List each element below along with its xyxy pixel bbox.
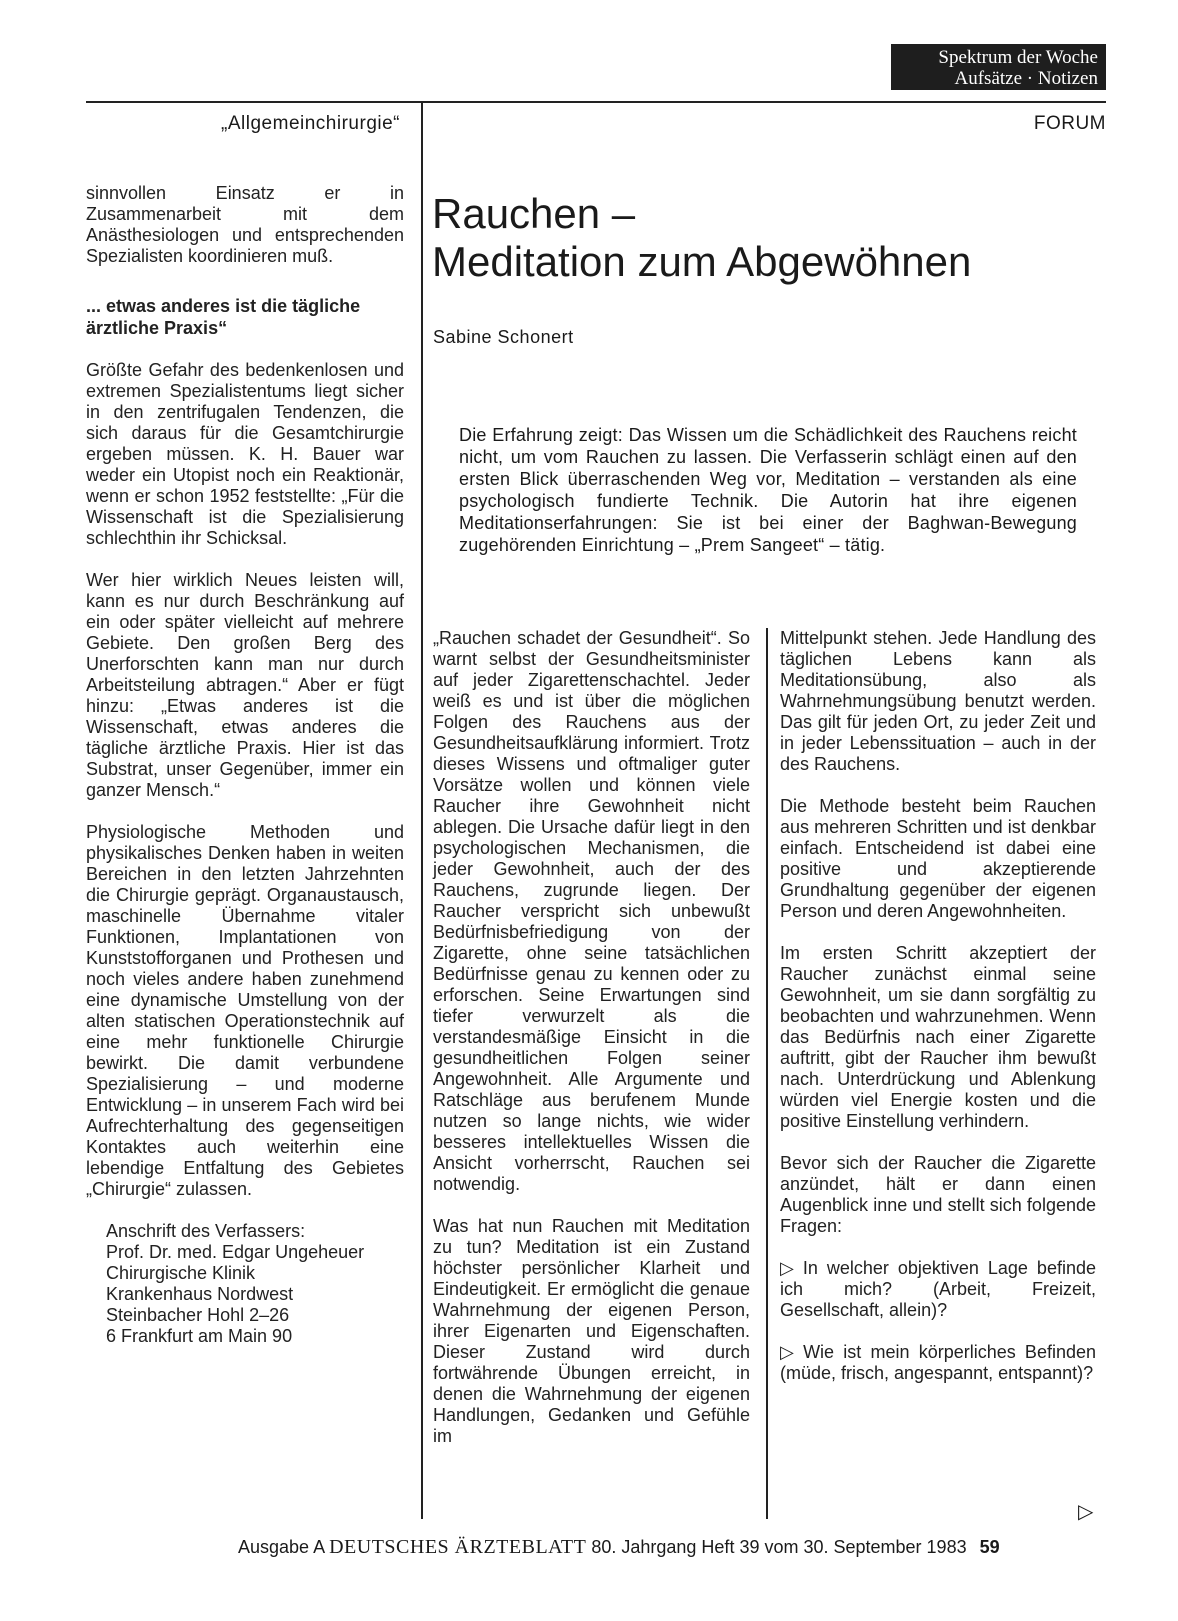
footer-magazine: DEUTSCHES ÄRZTEBLATT	[329, 1536, 587, 1558]
article-paragraph: Bevor sich der Raucher die Zigarette anzündet, hält er dann einen Augenblick inne und stellt sich folgende Fragen:	[780, 1153, 1096, 1236]
question-text: Wie ist mein körperliches Befinden (müde, frisch, angespannt, entspannt)?	[780, 1342, 1096, 1383]
question-item	[780, 1342, 1096, 1384]
left-paragraph-3: Wer hier wirklich Neues leisten will, kann es nur durch Beschränkung auf ein oder später vielleicht auf mehrere Gebiete. Den großen Berg des Unerforschten kann man nur durch Arbeitsteilung abtragen.“ Aber er fügt hinzu: „Etwas anderes ist die Wissenschaft, etwas anderes die tägliche ärztliche Praxis. Hier ist das Substrat, unser Gegenüber, immer ein ganzer Mensch.“	[86, 570, 404, 800]
article-author: Sabine Schonert	[433, 327, 574, 347]
article-column-2	[433, 628, 750, 1447]
footer-issue: 80. Jahrgang Heft 39 vom 30. September 1983	[591, 1537, 967, 1557]
top-rule	[86, 101, 1106, 103]
author-address	[86, 1221, 404, 1347]
continue-arrow-icon: ▷	[1078, 1501, 1094, 1523]
page-number: 59	[979, 1537, 1000, 1557]
article-paragraph: Im ersten Schritt akzeptiert der Raucher zunächst einmal seine Gewohnheit, um sie dann sorgfältig zu beobachten und wahrzunehmen. Wenn das Bedürfnis nach einer Zigarette auftritt, gibt der Raucher ihm bewußt nach. Unterdrückung und Ablenkung würden viel Energie kosten und die positive Einstellung verhindern.	[780, 943, 1096, 1131]
triangle-bullet-icon: ▷	[780, 1342, 794, 1362]
address-line: Krankenhaus Nordwest	[106, 1284, 294, 1304]
article-intro: Die Erfahrung zeigt: Das Wissen um die Schädlichkeit des Rauchens reicht nicht, um vom Rauchen zu lassen. Die Verfasserin schlägt einen auf den ersten Blick überraschenden Weg vor, Meditation – verstanden als eine psychologisch fundierte Technik. Die Autorin hat ihre eigenen Meditationserfahrungen: Sie ist bei einer der Baghwan-Bewegung zugehörenden Einrichtung – „Prem Sangeet“ – tätig.	[459, 425, 1077, 555]
question-item	[780, 1258, 1096, 1321]
running-head-left: „Allgemeinchirurgie“	[221, 113, 400, 134]
title-line-1: Rauchen –	[432, 190, 636, 237]
left-column	[86, 183, 404, 1347]
badge-line-2: Aufsätze · Notizen	[954, 68, 1098, 89]
left-subheading: ... etwas anderes ist die tägliche ärztliche Praxis“	[86, 296, 361, 338]
article-paragraph: Mittelpunkt stehen. Jede Handlung des täglichen Lebens kann als Meditationsübung, also als Wahrnehmungsübung benutzt werden. Das gilt für jeden Ort, zu jeder Zeit und in jeder Lebenssituation – auch in der des Rauchens.	[780, 628, 1096, 774]
left-paragraph-2: Größte Gefahr des bedenkenlosen und extremen Spezialistentums liegt sicher in den zentrifugalen Tendenzen, die sich daraus für die Gesamtchirurgie ergeben müssen. K. H. Bauer war weder ein Utopist noch ein Reaktionär, wenn er schon 1952 feststellte: „Für die Wissenschaft ist die Spezialisierung schlechthin ihr Schicksal.	[86, 360, 404, 548]
article-title	[432, 190, 1092, 286]
article-paragraph: „Rauchen schadet der Gesundheit“. So warnt selbst der Gesundheitsminister auf jeder Zigarettenschachtel. Jeder weiß es und ist über die möglichen Folgen des Rauchens aus der Gesundheitsaufklärung informiert. Trotz dieses Wissens und oftmaliger guter Vorsätze wollen und können viele Raucher ihre Gewohnheit nicht ablegen. Die Ursache dafür liegt in den psychologischen Mechanismen, die jeder Gewohnheit, auch der des Rauchens, zugrunde liegen. Der Raucher verspricht sich unbewußt Bedürfnisbefriedigung von der Zigarette, ohne seine tatsächlichen Bedürfnisse genau zu kennen oder zu erforschen. Seine Erwartungen sind tiefer verwurzelt als die verstandesmäßige Einsicht in die gesundheitlichen Folgen seiner Angewohnheit. Alle Argumente und Ratschläge aus berufenem Munde nutzen so lange nichts, wie wider besseres intellektuelles Wissen die Ansicht vorherrscht, Rauchen sei notwendig.	[433, 628, 750, 1194]
footer-edition: Ausgabe A	[238, 1537, 325, 1557]
address-line: 6 Frankfurt am Main 90	[106, 1326, 293, 1346]
address-line: Chirurgische Klinik	[106, 1263, 256, 1283]
column-divider-left	[421, 103, 423, 1519]
page-footer	[238, 1536, 1000, 1559]
triangle-bullet-icon: ▷	[780, 1258, 794, 1278]
article-paragraph: Die Methode besteht beim Rauchen aus mehreren Schritten und ist denkbar einfach. Entscheidend ist dabei eine positive und akzeptierende Grundhaltung gegenüber der eigenen Person und deren Angewohnheiten.	[780, 796, 1096, 921]
column-divider-right	[766, 628, 768, 1519]
question-text: In welcher objektiven Lage befinde ich mich? (Arbeit, Freizeit, Gesellschaft, allein)?	[780, 1258, 1096, 1320]
left-paragraph-4: Physiologische Methoden und physikalisches Denken haben in weiten Bereichen in den letzten Jahrzehnten die Chirurgie geprägt. Organaustausch, maschinelle Übernahme vitaler Funktionen, Implantationen von Kunststofforganen und Prothesen und noch vieles andere haben zunehmend eine dynamische Umstellung von der alten statischen Operationstechnik auf eine mehr funktionelle Chirurgie bewirkt. Die damit verbundene Spezialisierung – und moderne Entwicklung – in unserem Fach wird bei Aufrechterhaltung des gegenseitigen Kontaktes auch weiterhin eine lebendige Entfaltung des Gebietes „Chirurgie“ zulassen.	[86, 822, 404, 1199]
address-line: Steinbacher Hohl 2–26	[106, 1305, 290, 1325]
badge-line-1: Spektrum der Woche	[938, 47, 1098, 68]
address-line: Prof. Dr. med. Edgar Ungeheuer	[106, 1242, 365, 1262]
article-column-3	[780, 628, 1096, 1384]
running-head-right: FORUM	[1033, 113, 1106, 134]
section-badge	[891, 44, 1106, 90]
article-paragraph: Was hat nun Rauchen mit Meditation zu tun? Meditation ist ein Zustand höchster persönlicher Klarheit und Eindeutigkeit. Er ermöglicht die genaue Wahrnehmung der eigenen Person, ihrer Eigenarten und Eigenschaften. Dieser Zustand wird durch fortwährende Übungen erreicht, in denen die Wahrnehmung der eigenen Handlungen, Gedanken und Gefühle im	[433, 1216, 750, 1446]
address-line: Anschrift des Verfassers:	[106, 1221, 306, 1241]
left-paragraph-1: sinnvollen Einsatz er in Zusammenarbeit mit dem Anästhesiologen und entsprechenden Spezialisten koordinieren muß.	[86, 183, 404, 266]
title-line-2: Meditation zum Abgewöhnen	[432, 238, 972, 285]
